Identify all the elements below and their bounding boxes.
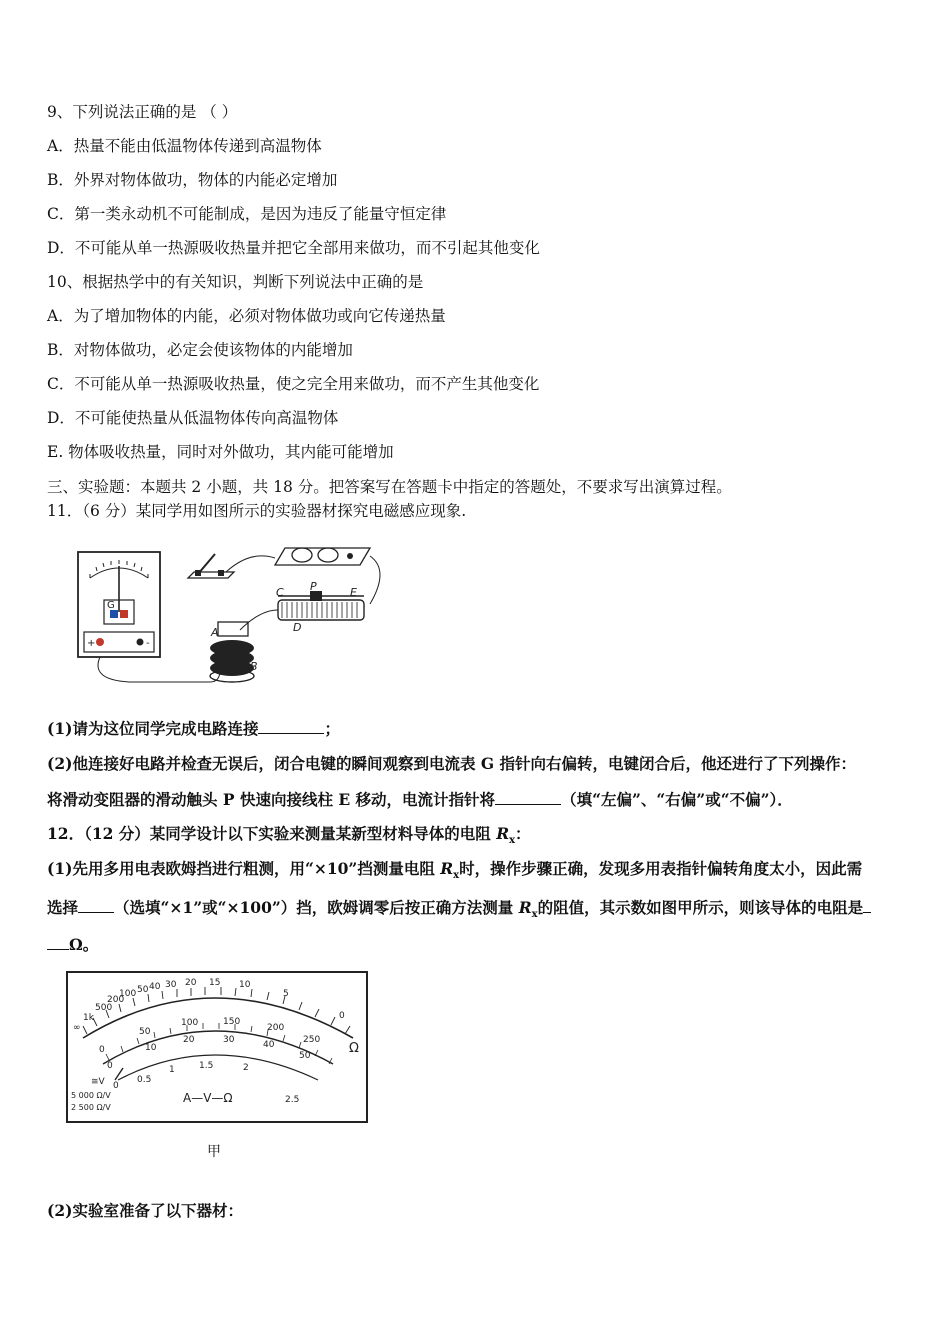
ac-tick-label: 1 — [169, 1065, 175, 1075]
answer-blank-circuit[interactable] — [258, 719, 324, 734]
dc-tick-label: 200 — [267, 1023, 285, 1033]
figure-caption: 甲 — [207, 1144, 221, 1160]
low-tick-label: 50 — [299, 1051, 311, 1061]
answer-blank-range[interactable] — [78, 898, 114, 913]
dc-tick-label: 50 — [139, 1027, 151, 1037]
q11-part2-line2: 将滑动变阻器的滑动触头 P 快速向接线柱 E 移动，电流计指针将 （填“左偏”、“右偏”或“不偏”）． — [47, 790, 793, 809]
q9-option-d: D．不可能从单一热源吸收热量并把它全部用来做功，而不引起其他变化 — [47, 239, 540, 257]
q10-option-b: B．对物体做功，必定会使该物体的内能增加 — [47, 341, 353, 359]
q11-circuit-figure — [70, 540, 400, 690]
coil — [210, 622, 258, 682]
label-d: D — [293, 621, 302, 634]
q12-part2: (2)实验室准备了以下器材： — [47, 1201, 243, 1220]
label-b: B — [250, 660, 258, 673]
section-3-heading: 三、实验题：本题共 2 小题，共 18 分。把答案写在答题卡中指定的答题处，不要求写出演算过程。 — [47, 478, 732, 496]
q10-option-d: D．不可能使热量从低温物体传向高温物体 — [47, 409, 339, 427]
dc-tick-label: 100 — [181, 1018, 199, 1028]
ac-tick-label: 2 — [243, 1063, 249, 1073]
low-tick-label: 10 — [145, 1043, 157, 1053]
ohm-tick-label: 20 — [185, 978, 197, 988]
q10-option-a: A．为了增加物体的内能，必须对物体做功或向它传递热量 — [47, 307, 446, 325]
var-r: R — [496, 824, 510, 843]
q10-option-c: C．不可能从单一热源吸收热量，使之完全用来做功，而不产生其他变化 — [47, 375, 540, 393]
dc-tick-label: 0 — [99, 1045, 105, 1055]
omega-symbol: Ω — [349, 1041, 359, 1056]
answer-blank-deflection[interactable] — [495, 790, 561, 805]
ohm-tick-label: ∞ — [73, 1023, 81, 1033]
ohm-tick-label: 30 — [165, 980, 177, 990]
label-e: E — [350, 586, 357, 599]
ohm-tick-label: 500 — [95, 1003, 113, 1013]
label-a: A — [211, 626, 219, 639]
label-c: C — [276, 586, 284, 599]
q9-stem: 9、下列说法正确的是 （ ） — [47, 103, 238, 121]
ohm-tick-label: 10 — [239, 980, 251, 990]
sensitivity-line-1: 5 000 Ω/V — [71, 1091, 111, 1100]
dc-tick-label: 150 — [223, 1017, 241, 1027]
ohm-tick-label: 200 — [107, 995, 125, 1005]
ohm-tick-label: 0 — [339, 1011, 345, 1021]
q12-part1-line1: (1)先用多用电表欧姆挡进行粗测，用“×10”挡测量电阻 $R_x$时，操作步骤正确，发现多用表指针偏转角度太小，因此需 — [47, 859, 863, 882]
q11-stem: 11．（6 分）某同学用如图所示的实验器材探究电磁感应现象. — [47, 502, 467, 520]
q9-option-c: C．第一类永动机不可能制成，是因为违反了能量守恒定律 — [47, 205, 447, 223]
ac-tick-label: 1.5 — [199, 1061, 214, 1071]
ohm-tick-label: 50 — [137, 985, 149, 995]
rheostat — [276, 580, 364, 634]
ohm-tick-label: 5 — [283, 989, 289, 999]
q10-option-e: E. 物体吸收热量，同时对外做功，其内能可能增加 — [47, 443, 394, 461]
q9-option-b: B．外界对物体做功，物体的内能必定增加 — [47, 171, 338, 189]
ac-tick-label: 0 — [113, 1081, 119, 1091]
ohm-scale-labels — [73, 978, 345, 1033]
sensitivity-line-2: 2 500 Ω/V — [71, 1103, 111, 1112]
switch — [188, 554, 234, 578]
mode-label: A—V—Ω — [183, 1091, 233, 1105]
answer-blank-resistance-end[interactable] — [47, 935, 69, 950]
ohm-tick-label: 1k — [83, 1013, 94, 1023]
ohm-tick-label: 40 — [149, 982, 161, 992]
galvanometer — [78, 552, 160, 657]
ohm-tick-label: 15 — [209, 978, 221, 988]
q12-part1-line2: 选择 （选填“×1”或“×100”）挡，欧姆调零后按正确方法测量 $R_x$的阻值，其示数如图甲所示，则该导体的电阻是 — [47, 897, 871, 926]
battery-box — [275, 548, 370, 565]
low-tick-label: 40 — [263, 1040, 275, 1050]
multimeter-dial-figure — [63, 968, 373, 1128]
q12-stem: 12．（12 分）某同学设计以下实验来测量某新型材料导体的电阻 $R_x$： — [47, 824, 531, 847]
dc-tick-label: 250 — [303, 1035, 321, 1045]
ohm-tick-label: 100 — [119, 989, 137, 999]
low-tick-label: 20 — [183, 1035, 195, 1045]
label-g: G — [107, 600, 115, 611]
q10-stem: 10、根据热学中的有关知识，判断下列说法中正确的是 — [47, 273, 424, 291]
ac-tick-label: 0.5 — [137, 1075, 152, 1085]
ac-tick-label: 2.5 — [285, 1095, 300, 1105]
low-tick-label: 30 — [223, 1035, 235, 1045]
svg-text:-: - — [146, 638, 150, 649]
low-tick-label: 0 — [107, 1061, 113, 1071]
q12-part1-line3: Ω。 — [47, 934, 98, 956]
q11-part2-line1: (2)他连接好电路并检查无误后，闭合电键的瞬间观察到电流表 G 指针向右偏转，电键闭合后，他还进行了下列操作： — [47, 754, 856, 773]
svg-text:+: + — [87, 638, 96, 649]
var-x-sub: x — [509, 835, 516, 847]
dc-volt-label: ≅V — [91, 1077, 105, 1087]
q9-option-a: A．热量不能由低温物体传递到高温物体 — [47, 137, 322, 155]
label-p: P — [310, 580, 317, 593]
q11-part1: (1)请为这位同学完成电路连接 ； — [47, 719, 340, 738]
answer-blank-resistance-start[interactable] — [863, 898, 871, 913]
